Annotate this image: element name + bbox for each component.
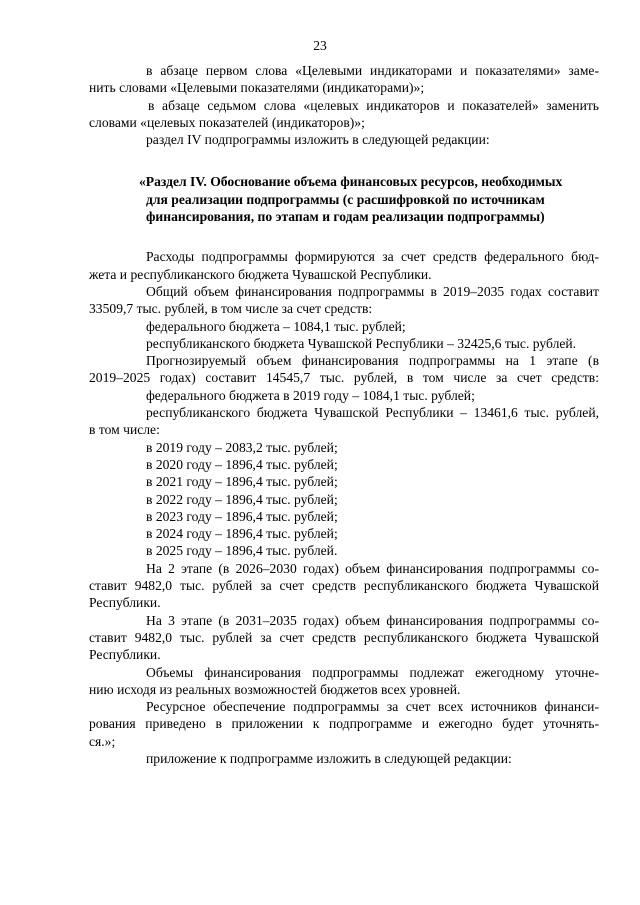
year-line: в 2023 году – 1896,4 тыс. рублей; [146,508,338,524]
page-number: 23 [313,38,327,53]
text-line: ставит 9482,0 тыс. рублей за счет средств республиканского бюджета Чувашской [89,578,599,594]
year-line: в 2019 году – 2083,2 тыс. рублей; [146,439,338,455]
text-line: республиканского бюджета Чувашской Республики – 32425,6 тыс. рублей. [146,335,577,351]
year-line: в 2020 году – 1896,4 тыс. рублей; [146,456,338,472]
text-line: Общий объем финансирования подпрограммы в 2019–2035 годах составит [146,283,599,299]
text-line: Ресурсное обеспечение подпрограммы за счет всех источников финанси- [146,699,599,715]
text-line: На 3 этапе (в 2031–2035 годах) объем финансирования подпрограммы со- [146,612,599,628]
text-line: рования приведено в приложении к подпрограмме и ежегодно будет уточнять- [89,716,599,732]
text-line: жета и республиканского бюджета Чувашской Республики. [89,266,432,282]
text-line: 33509,7 тыс. рублей, в том числе за счет средств: [89,301,373,317]
section-heading [89,173,599,225]
text-line: в абзаце седьмом слова «целевых индикаторов и показателей» заменить [148,97,599,113]
text-line: приложение к подпрограмме изложить в следующей редакции: [146,750,512,766]
heading-line: «Раздел IV. Обоснование объема финансовых ресурсов, необходимых [139,174,563,190]
text-line: ся.»; [89,733,116,749]
text-line: словами «целевых показателей (индикаторов)»; [89,114,365,130]
text-line: в абзаце первом слова «Целевыми индикаторами и показателями» заме- [146,63,599,78]
text-line: федерального бюджета в 2019 году – 1084,1 тыс. рублей; [146,387,475,403]
year-line: в 2025 году – 1896,4 тыс. рублей. [146,543,338,559]
text-line: в том числе: [89,422,160,438]
text-line: Республики. [89,595,161,611]
text-line: раздел IV подпрограммы изложить в следующей редакции: [146,132,490,148]
text-line: Расходы подпрограммы формируются за счет средств федерального бюд- [146,249,599,265]
heading-line: финансирования, по этапам и годам реализации подпрограммы) [146,209,545,225]
text-line: федерального бюджета – 1084,1 тыс. рублей; [146,318,406,334]
text-line: Республики. [89,647,161,663]
text-line: ставит 9482,0 тыс. рублей за счет средств республиканского бюджета Чувашской [89,629,599,645]
text-line: республиканского бюджета Чувашской Республики – 13461,6 тыс. рублей, [146,405,599,421]
text-line: На 2 этапе (в 2026–2030 годах) объем финансирования подпрограммы со- [146,560,599,576]
year-line: в 2022 году – 1896,4 тыс. рублей; [146,491,338,507]
text-line: нить словами «Целевыми показателями (индикаторами)»; [89,80,425,96]
heading-line: для реализации подпрограммы (с расшифровкой по источникам [146,191,545,207]
year-line: в 2024 году – 1896,4 тыс. рублей; [146,526,338,542]
text-line: Объемы финансирования подпрограммы подлежат ежегодному уточне- [146,664,599,680]
document-body [89,62,599,767]
text-line: 2019–2025 годах) составит 14545,7 тыс. рублей, в том числе за счет средств: [89,370,599,386]
year-line: в 2021 году – 1896,4 тыс. рублей; [146,474,338,490]
text-line: нию исходя из реальных возможностей бюджетов всех уровней. [89,681,461,697]
text-line: Прогнозируемый объем финансирования подпрограммы на 1 этапе (в [146,353,599,369]
